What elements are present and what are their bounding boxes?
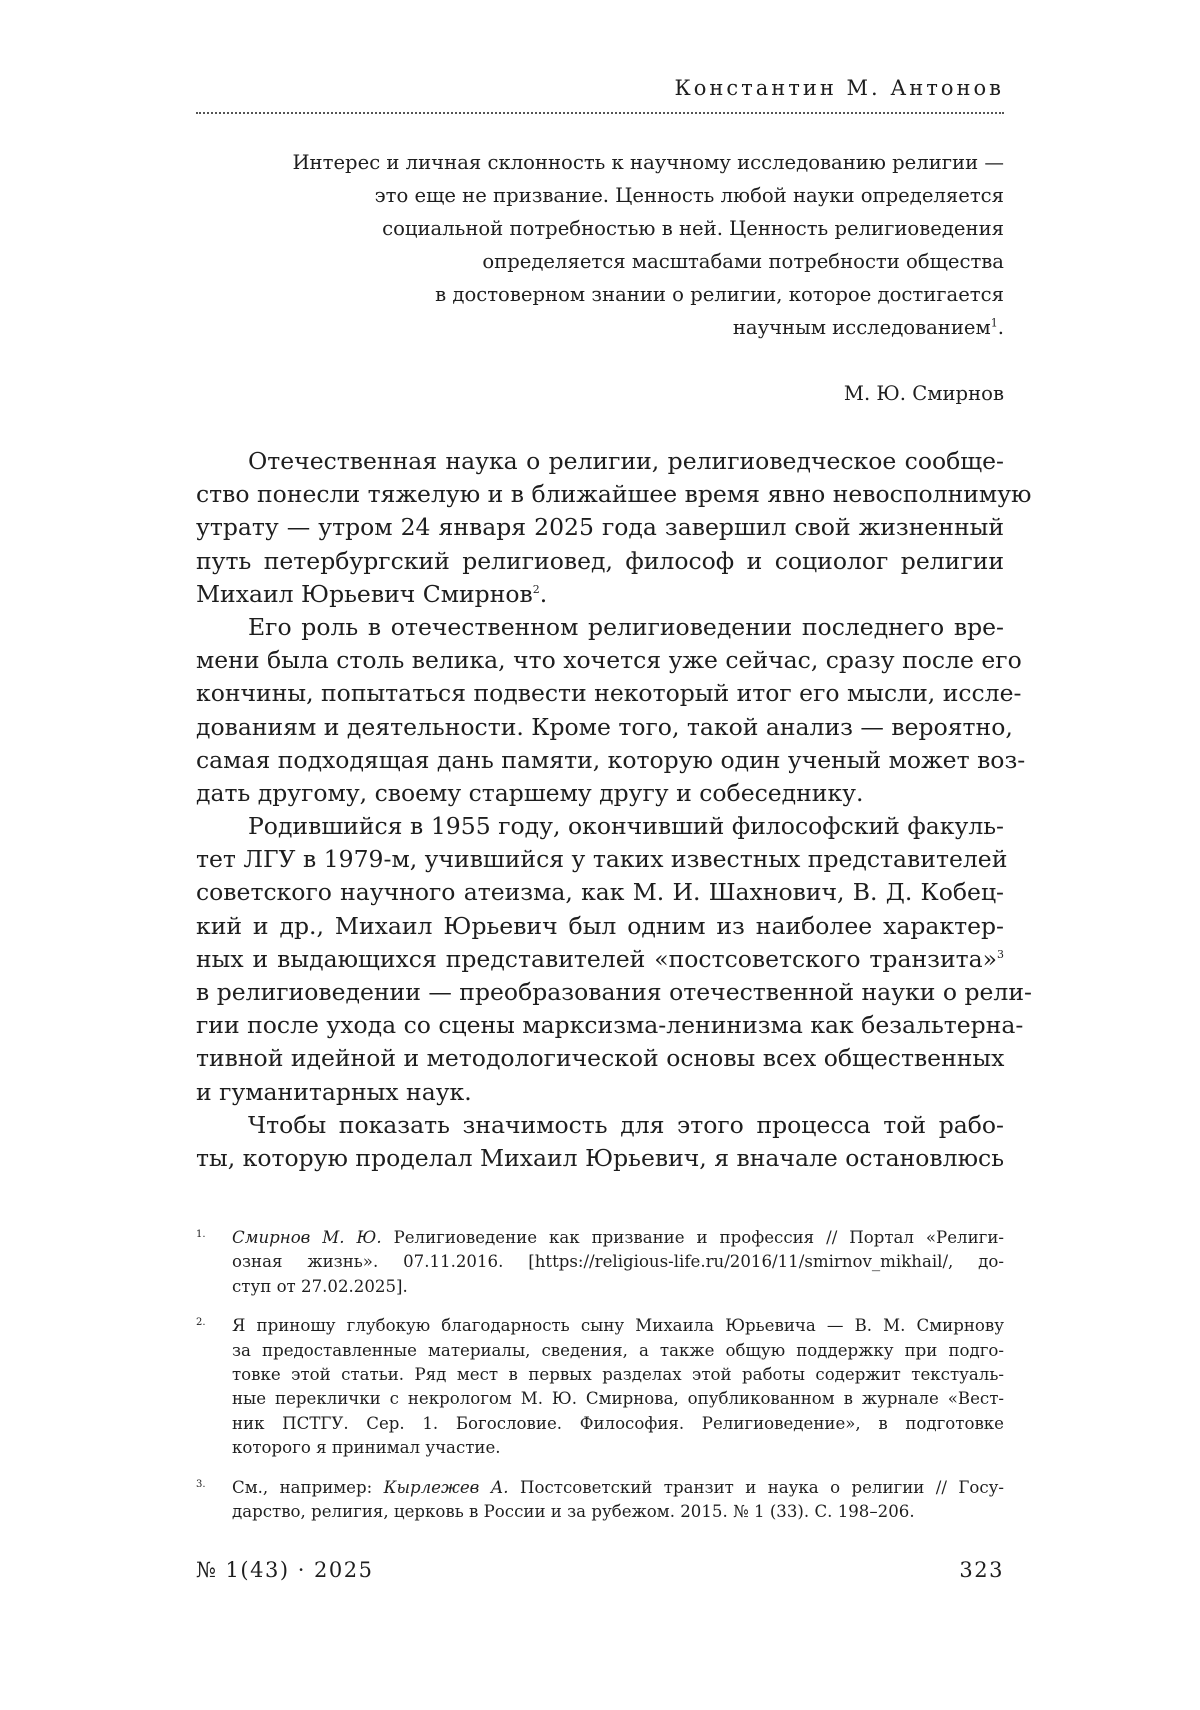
body-line: Его роль в отечественном религиоведении последнего вре- — [196, 611, 1004, 644]
body-line-text: ных и выдающихся представителей «постсоветского транзита» — [196, 945, 997, 973]
footnote-line: ступ от 27.02.2025]. — [232, 1275, 1004, 1299]
body-line: дованиям и деятельности. Кроме того, такой анализ — вероятно, — [196, 711, 1004, 744]
footnote-text: Религиоведение как призвание и профессия // Портал «Религи- — [382, 1228, 1004, 1247]
body-line: мени была столь велика, что хочется уже сейчас, сразу после его — [196, 644, 1004, 677]
body-line: Чтобы показать значимость для этого процесса той рабо- — [196, 1109, 1004, 1142]
body-line: Отечественная наука о религии, религиоведческое сообще- — [196, 445, 1004, 478]
footnotes — [196, 1226, 1004, 1539]
footnote-number: 2. — [196, 1311, 206, 1335]
footnote-line: товке этой статьи. Ряд мест в первых разделах этой работы содержит текстуаль- — [232, 1363, 1004, 1387]
footnote-prefix: См., например: — [232, 1478, 384, 1497]
body-line — [196, 943, 1004, 976]
footnote-line — [232, 1226, 1004, 1250]
page-number: 323 — [959, 1558, 1004, 1582]
body-line: кончины, попытаться подвести некоторый итог его мысли, иссле- — [196, 677, 1004, 710]
footnote-2 — [196, 1314, 1004, 1460]
footnote-author: Кырлежев А. — [384, 1478, 509, 1497]
body-line: дать другому, своему старшему другу и собеседнику. — [196, 777, 1004, 810]
footnote-number: 1. — [196, 1223, 206, 1247]
epigraph-line: социальной потребностью в ней. Ценность религиоведения — [196, 212, 1004, 245]
body-line: гии после ухода со сцены марксизма-ленинизма как безальтерна- — [196, 1009, 1004, 1042]
footnote-3 — [196, 1476, 1004, 1525]
body-line: Родившийся в 1955 году, окончивший философский факуль- — [196, 810, 1004, 843]
footnote-line[interactable]: озная жизнь». 07.11.2016. [https://religious-life.ru/2016/11/smirnov_mikhail/, до- — [232, 1250, 1004, 1274]
body-line: тет ЛГУ в 1979-м, учившийся у таких известных представителей — [196, 843, 1004, 876]
article-body — [196, 445, 1004, 1175]
body-line: ство понесли тяжелую и в ближайшее время явно невосполнимую — [196, 478, 1004, 511]
body-line: тивной идейной и методологической основы всех общественных — [196, 1042, 1004, 1075]
body-line: кий и др., Михаил Юрьевич был одним из наиболее характер- — [196, 910, 1004, 943]
epigraph-line: Интерес и личная склонность к научному исследованию религии — — [196, 146, 1004, 179]
footnote-ref-3[interactable]: 3 — [997, 948, 1004, 961]
footnote-ref-2[interactable]: 2 — [533, 583, 540, 596]
footnote-1 — [196, 1226, 1004, 1299]
body-line: самая подходящая дань памяти, которую один ученый может воз- — [196, 744, 1004, 777]
header-rule — [196, 112, 1004, 114]
body-line: путь петербургский религиовед, философ и социолог религии — [196, 545, 1004, 578]
epigraph-line: научным исследованием — [733, 316, 991, 339]
footnote-ref-1[interactable]: 1 — [991, 316, 998, 329]
footnote-text: Постсоветский транзит и наука о религии // Госу- — [509, 1478, 1004, 1497]
footnote-line: ные переклички с некрологом М. Ю. Смирнова, опубликованном в журнале «Вест- — [232, 1387, 1004, 1411]
footnote-line: дарство, религия, церковь в России и за рубежом. 2015. № 1 (33). С. 198–206. — [232, 1500, 1004, 1524]
body-line: в религиоведении — преобразования отечественной науки о рели- — [196, 976, 1004, 1009]
footnote-line — [232, 1476, 1004, 1500]
epigraph-last-line: научным исследованием1. — [196, 311, 1004, 344]
epigraph-line: определяется масштабами потребности общества — [196, 245, 1004, 278]
epigraph — [196, 146, 1004, 344]
footnote-line: Я приношу глубокую благодарность сыну Михаила Юрьевича — В. М. Смирнову — [232, 1314, 1004, 1338]
footnote-line: которого я принимал участие. — [232, 1436, 1004, 1460]
body-line-text: Михаил Юрьевич Смирнов — [196, 580, 533, 608]
footnote-line: за предоставленные материалы, сведения, а также общую поддержку при подго- — [232, 1339, 1004, 1363]
body-line: советского научного атеизма, как М. И. Шахнович, В. Д. Кобец- — [196, 876, 1004, 909]
issue-number: № 1(43) · 2025 — [196, 1558, 374, 1582]
body-line: Михаил Юрьевич Смирнов2. — [196, 578, 1004, 611]
footnote-author: Смирнов М. Ю. — [232, 1228, 382, 1247]
epigraph-line: это еще не призвание. Ценность любой науки определяется — [196, 179, 1004, 212]
running-head: Константин М. Антонов — [196, 76, 1004, 100]
epigraph-author: М. Ю. Смирнов — [196, 382, 1004, 405]
footnote-line: ник ПСТГУ. Сер. 1. Богословие. Философия. Религиоведение», в подготовке — [232, 1412, 1004, 1436]
footnote-number: 3. — [196, 1473, 206, 1497]
body-line: утрату — утром 24 января 2025 года завершил свой жизненный — [196, 511, 1004, 544]
epigraph-line: в достоверном знании о религии, которое достигается — [196, 278, 1004, 311]
body-line: ты, которую проделал Михаил Юрьевич, я вначале остановлюсь — [196, 1142, 1004, 1175]
body-line: и гуманитарных наук. — [196, 1076, 1004, 1109]
